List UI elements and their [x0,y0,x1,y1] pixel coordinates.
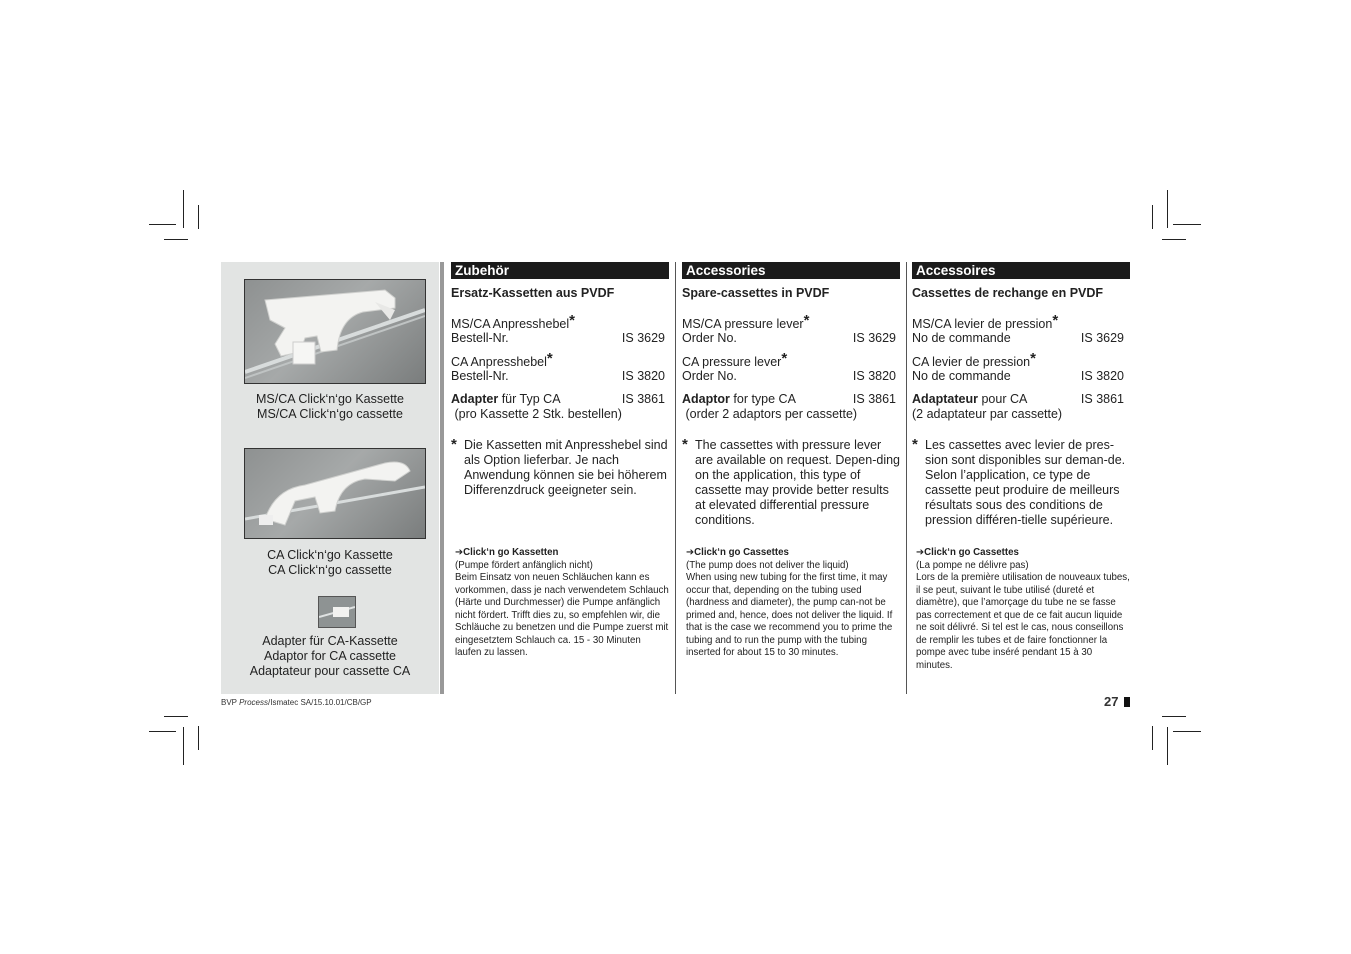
crop-mark [183,190,184,228]
asterisk: * [781,350,788,367]
item-name-rest: pour CA [977,392,1028,406]
order-code: IS 3861 [1080,392,1124,406]
caption-ms-ca-cassette [221,392,439,422]
note-text: The cassettes with pressure lever are available on request. Depen-ding on the application, this type of cassette may provide better results at elevated differential pressure conditions. [695,438,900,527]
order-label: No de commande [912,369,1011,383]
order-label: Order No. [682,331,737,345]
crop-mark [1162,239,1186,240]
info-subtitle: (Pumpe fördert anfänglich nicht) [455,559,593,571]
order-row [682,331,900,346]
caption-line: CA Click‘n‘go cassette [268,563,392,577]
info-body: When using new tubing for the first time, it may occur that, depending on the tubing used (hardness and diameter), the pump can-not be primed and, hence, does not deliver the liquid. If that is the case we recommend you to prime the tubing and to run the pump with the tubing inserted for about 15 to 30 minutes. [686,572,893,658]
caption-line: CA Click‘n‘go Kassette [267,548,393,562]
page-number: 27 [1104,694,1119,709]
info-title [455,547,669,560]
crop-mark [1167,190,1168,228]
info-subtitle: (La pompe ne délivre pas) [916,559,1029,571]
crop-mark [1152,205,1153,229]
info-title [916,547,1130,560]
adapter-photo [318,596,356,628]
item-adapter [912,392,1130,407]
column-header: Accessoires [912,262,1130,279]
order-code: IS 3861 [852,392,896,406]
order-row [451,369,669,384]
asterisk: * [682,436,688,453]
info-title-text: Click‘n go Cassettes [694,547,789,558]
sidebar-divider [440,262,444,694]
order-label: Bestell-Nr. [451,369,509,383]
item-name: CA levier de pression [912,355,1031,369]
column-german [451,262,669,658]
order-row [912,331,1130,346]
order-code: IS 3629 [852,331,896,345]
item-name: MS/CA Anpresshebel [451,317,570,331]
caption-line: Adaptor for CA cassette [263,649,396,663]
item-name: CA pressure lever [682,355,782,369]
ms-ca-cassette-photo [244,279,426,384]
order-code: IS 3861 [621,392,665,406]
column-subhead: Cassettes de rechange en PVDF [912,286,1104,300]
caption-line: Adapter für CA-Kassette [262,634,398,648]
column-english [682,262,900,658]
arrow-icon: ➔ [916,547,925,558]
crop-mark [149,731,176,732]
order-code: IS 3820 [852,369,896,383]
footer-prefix: BVP [221,698,240,707]
crop-mark [198,205,199,229]
crop-mark [1173,731,1201,732]
order-row [912,369,1130,384]
order-code: IS 3629 [1080,331,1124,345]
item-adapter [682,392,900,407]
asterisk: * [912,436,918,453]
order-label: No de commande [912,331,1011,345]
caption-line: MS/CA Click‘n‘go cassette [257,407,403,421]
info-title-text: Click‘n go Kassetten [463,547,559,558]
page-marker-block [1124,697,1130,707]
info-title [686,547,900,560]
crop-mark [1173,224,1201,225]
column-header: Zubehör [451,262,669,279]
item-adapter [451,392,669,407]
crop-mark [183,727,184,765]
order-row [451,331,669,346]
column-divider [675,262,676,694]
item-name-bold: Adaptor [682,392,730,406]
clickngo-info [916,547,1130,672]
order-label: Bestell-Nr. [451,331,509,345]
footer-suffix: /Ismatec SA/15.10.01/CB/GP [268,698,372,707]
order-code: IS 3820 [1080,369,1124,383]
crop-mark [164,716,188,717]
column-french [912,262,1130,671]
crop-mark [149,224,176,225]
item-adapter-note: (pro Kassette 2 Stk. bestellen) [451,407,622,421]
document-footer [221,698,372,707]
order-code: IS 3629 [621,331,665,345]
asterisk: * [451,436,457,453]
footer-italic: Process [239,698,268,707]
info-body: Beim Einsatz von neuen Schläuchen kann es vorkommen, dass je nach verwendetem Schlauch (Härte und Durchmesser) die Pumpe anfänglich nicht fördert. Trifft dies zu, so empfehlen wir, die Schläuche zu benetzen und die Pumpe zuerst mit eingesetztem Schlauch ca. 15 - 30 Minuten laufen zu lassen. [455,572,669,658]
item-name: MS/CA levier de pression [912,317,1053,331]
info-title-text: Click‘n go Cassettes [924,547,1019,558]
item-name-rest: for type CA [729,392,796,406]
column-subhead: Ersatz-Kassetten aus PVDF [451,286,615,300]
item-ca-lever [912,350,1130,370]
item-adapter-note: (2 adaptateur par cassette) [912,407,1063,421]
crop-mark [164,239,188,240]
crop-mark [1152,726,1153,750]
item-ms-ca-lever [682,312,900,332]
order-row [682,369,900,384]
info-body: Lors de la première utilisation de nouveaux tubes, il se peut, suivant le tube utilisé (dureté et diamètre), que l’amorçage du tube ne se fasse pas correctement et que de ce fait aucun liquide ne soit délivré. Si tel est le cas, nous conseillons de remplir les tubes et de faire fonctionner la pompe avec tube inséré pendant 15 à 30 minutes. [916,572,1130,671]
note-text: Die Kassetten mit Anpresshebel sind als Option lieferbar. Je nach Anwendung können sie bei höherem Differenzdruck geeigneter sein. [464,438,668,497]
column-subhead: Spare-cassettes in PVDF [682,286,830,300]
crop-mark [1162,716,1186,717]
order-label: Order No. [682,369,737,383]
item-ca-lever [451,350,669,370]
item-ca-lever [682,350,900,370]
column-header: Accessories [682,262,900,279]
info-subtitle: (The pump does not deliver the liquid) [686,559,849,571]
item-ms-ca-lever [451,312,669,332]
order-code: IS 3820 [621,369,665,383]
column-divider [906,262,907,694]
caption-adapter [221,634,439,679]
arrow-icon: ➔ [686,547,695,558]
item-ms-ca-lever [912,312,1130,332]
asterisk: * [546,350,553,367]
note-text: Les cassettes avec levier de pres-sion sont disponibles sur deman-de. Selon l’application, ce type de cassette peut produire de meilleurs résultats sous des conditions de pression différen-tielle supérieure. [925,438,1126,527]
asterisk: * [803,312,810,329]
crop-mark [1167,727,1168,765]
asterisk: * [569,312,575,329]
item-name-bold: Adapter [451,392,499,406]
item-adapter-note: (order 2 adaptors per cassette) [682,407,858,421]
item-name: MS/CA pressure lever [682,317,804,331]
product-image-sidebar [221,262,439,694]
caption-line: Adaptateur pour cassette CA [249,664,411,678]
item-name: CA Anpresshebel [451,355,547,369]
item-name-rest: für Typ CA [498,392,561,406]
ca-cassette-photo [244,448,426,539]
item-name-bold: Adaptateur [912,392,978,406]
crop-mark [198,726,199,750]
caption-ca-cassette [221,548,439,578]
asterisk: * [1052,312,1059,329]
arrow-icon: ➔ [455,547,464,558]
clickngo-info [686,547,900,660]
asterisk: * [1030,350,1036,367]
caption-line: MS/CA Click‘n‘go Kassette [256,392,404,406]
clickngo-info [455,547,669,660]
